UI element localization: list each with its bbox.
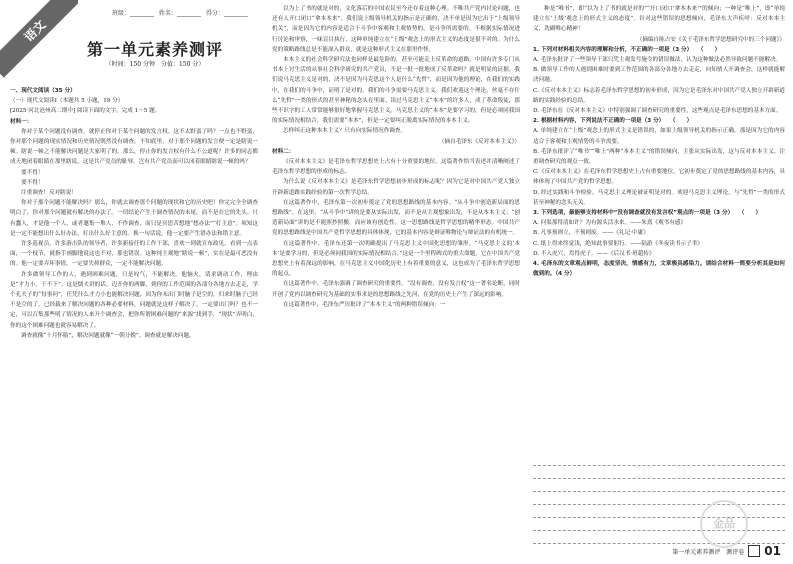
paragraph: 你对于某个问题没有调查，就停止你对于某个问题的发言权。这不太野蛮了吗？一点也不野蛮，你对那个问题的现实情况和历史情况既然没有调查，不知底里，对于那个问题的发言便一定是瞎说一顿。瞎说一顿之不能解决问题是大家明了的，那么，停止你的发言权有什么不公道呢？许多的同志都成天地闭着眼睛在那里瞎说，这是共产党员的耻辱。岂有共产党员而可以闭着眼睛瞎说一顿的吗？: [10, 128, 258, 166]
paragraph: 以为上了书的就是对的，文化落后的中国农民至今还存着这种心理。不唯共产党内讨论问题，也还有人开口闭口“拿本本来”。我们说上级领导机关的指示是正确的，决不单是因为它出于“上级领导机关”，而是因为它的内容是适合于斗争中客观和主观情势的，是斗争所需要的。不根据实际情况进行讨论和审察，一味盲目执行，这种单纯建立在“上级”观念上的形式主义的态度是很不对的。为什么党的策略路线总是不能深入群众，就是这种形式主义在那里作怪。: [272, 6, 520, 53]
paragraph: 在这篇著作中，毛泽东还第一次明确提出了马克思主义中国化思想的雏形。“马克思主义的‘本本’是要学习的，但是必须同我国的实际情况相结合。”这是一个里程碑式的重大命题，它在中国共产党思想史上有着深远的影响，在马克思主义中国化历史上有着重要的意义，这也成为了毛泽东哲学思想的起点。: [272, 240, 520, 278]
paragraph: C.《反对本本主义》标志着毛泽东哲学思想的初步形成，因为它是毛泽东对中国共产党人独立开辟新道路的实践经验的总结。: [533, 87, 785, 104]
answer-line[interactable]: [533, 495, 785, 505]
column-1: [10, 86, 258, 556]
paragraph: A. 问渠那得清如许？为有源头活水来。——朱熹《观书有感》: [533, 220, 687, 227]
paragraph: 怎样纠正这种本本主义？只有向实际情况作调查。: [283, 128, 407, 135]
paragraph: 种是“唯书”，即“以为上了书的就是对的”“开口闭口‘拿本本来’”的倾向；一种是“唯上”，即“单纯建立在‘上级’观念上的形式主义的态度”。针对这些错误的思想倾向，毛泽东大声疾呼：反对本本主义，洗刷唯心精神！: [533, 6, 785, 33]
paragraph: 《反对本本主义》是毛泽东哲学思想史上占有十分重要的地位。这篇著作恰当表述并清晰阐述了毛泽东哲学思想的形成的标志。: [272, 159, 520, 176]
paragraph: 许多巡视员，许多游击队的领导者，许多新接任的工作干部，喜欢一到就宣布政见，看到一点表面，一个枝节，就指手画脚地说这也不对，那也错误。这种纯主观地“瞎说一顿”，实在是最可恶没有的。他一定要弄坏事情，一定要失掉群众，一定不能解决问题。: [10, 241, 258, 268]
footer-text: 第一单元素养测评 测评卷: [672, 548, 745, 556]
student-info-line: 班级：________ 姓名：________ 得分：________: [112, 10, 248, 17]
paragraph: D. 经过实践和斗争检验，马克思主义理论被证明是对的。欢迎马克思主义理论，与“先哲”一类的形式甚至神秘的念头无关。: [533, 189, 785, 206]
paragraph: （摘自毛泽东《反对本本主义》）: [438, 138, 520, 145]
checkbox-icon: [748, 545, 760, 557]
paragraph: 4. 毛泽东的文章观点鲜明，态度坚决，情感有力，文章极具感染力。请结合材料一简要分析其是如何做到的。（4 分）: [533, 261, 785, 278]
paragraph: 2. 根据材料内容，下列说法不正确的一项是（3 分） （ ）: [533, 118, 693, 125]
answer-line[interactable]: [533, 482, 785, 492]
answer-line[interactable]: [533, 469, 785, 479]
answer-lines[interactable]: [533, 456, 785, 547]
paragraph: 要不得！: [21, 169, 44, 176]
paragraph: 调查就像“十月怀胎”，解决问题就像“一朝分娩”。调查就是解决问题。: [21, 332, 195, 339]
paragraph: 本本主义的社会科学研究法也同样是最危险的，甚至可能走上反革命的道路，中国有许多专门从书本上讨生活的从事社会科学研究的共产党员，不是一批一批地成了反革命吗？就是明显的证据。我们说马克思主义是对的，决不是因为马克思这个人是什么“先哲”，而是因为他的理论，在我们的实践中，在我们的斗争中，证明了是对的。我们的斗争需要马克思主义。我们欢迎这个理论，丝毫不存什么“先哲”一类的形式的甚至神秘的念头在里面。读过马克思主义“本本”的许多人，成了革命叛徒，那些不识字的工人常常能够很好地掌握马克思主义。马克思主义的“本本”是要学习的，但是必须同我国的实际情况相结合。我们需要“本本”，但是一定要纠正脱离实际情况的本本主义。: [272, 57, 520, 125]
page-number: 01: [764, 544, 781, 558]
paragraph: 注重调查！反对瞎说！: [21, 190, 77, 197]
answer-line[interactable]: [533, 508, 785, 518]
paragraph: 在这篇著作中，毛泽东强调了调查研究的重要性。“没有调查，没有发言权”这一著名论断，同时开创了党内以调查研究为基础的实事求是的思想路线之先河，在党的历史上产生了深远的影响。: [272, 281, 520, 298]
paragraph: [2025·河北沧州高二期中] 阅读下面的文字，完成 1～5 题。: [10, 108, 161, 115]
answer-line[interactable]: [533, 534, 785, 544]
paragraph: A. 单纯建立在“上级”观念上的形式主义是错误的，如果上级领导机关的指示正确，那是因为它的内容适合于客观和主观情势的斗争需要。: [533, 128, 785, 145]
paragraph: 在这篇著作中，毛泽东严厉批评了“本本主义”的两种错误倾向：一: [283, 301, 446, 308]
page-subtitle: （时间：150 分钟 分值：150 分）: [105, 61, 205, 68]
paragraph: C. 纸上得来终觉浅，绝知此事要躬行。——陆游《冬夜读书示子聿》: [533, 240, 703, 247]
paragraph: 要不得！: [21, 179, 44, 186]
paragraph: 你对于那个问题不能解决吗？那么，你就去调查那个问题的现状和它的历史吧！你完完全全调查明白了，你对那个问题就有解决的办法了。一切结论产生于调查情况的末尾，而不是在它的先头。只有蠢人，才是他一个人，或者邀集一堆人，不作调查，而只是冥思苦想地“想办法”“打主意”。须知这是一定不能想出什么好办法，打出什么好主意的。换一句话说，他一定要产生错办法和错主意。: [10, 200, 258, 237]
column-3: [533, 4, 785, 464]
watermark-stamp: 金品: [700, 500, 748, 548]
paragraph: 在这篇著作中，毛泽东第一次初步奠定了党的思想路线的基本内容。“从斗争中创造新局面的思想路线”。在这里，“从斗争中”讲的是要从实际出发，而不是从主观想象出发，不是从本本主义；“创造新局面”讲的是不能照抄照搬，而应该有创造性。这一思想路线是哲学思想的精华形态。中国共产党的思想路线是中国共产党哲学思想的具体体现，它的基本内容是辩证唯物论与辩证法的有机统一。: [272, 199, 520, 237]
answer-line[interactable]: [533, 456, 785, 466]
subject-label: 语文: [0, 0, 78, 78]
paragraph: B. 毛泽东批评了“唯书”“唯上”两种“本本主义”的错误倾向，主张从实际出发，这与反对本本主义、注重调查研究的观点一致。: [533, 148, 785, 166]
page-footer: [672, 544, 781, 558]
paragraph: B. 做领导工作的人遇到困难时要到工作范围的各部分各地方去走走，向知情人开调查会，这样就能解决问题。: [533, 67, 785, 84]
paragraph: A. 毛泽东批评了一些领导干部只凭主观发号施令的错误做法，认为这种做法必然导致问题不能解决。: [533, 57, 782, 64]
paragraph: 材料一：: [10, 118, 33, 125]
paragraph: 1. 下列对材料相关内容的理解和分析，不正确的一项是（3 分） （ ）: [533, 46, 721, 53]
paragraph: 3. 下列选项，最能够支持材料中“没有调查就没有发言权”观点的一项是（3 分） （ ）: [533, 210, 762, 217]
paragraph: D. 毛泽东在《反对本本主义》中特别强调了调查研究的重要性，这些观点是毛泽东思想的基本方面。: [533, 108, 782, 115]
paragraph: B. 凡事预则立，不预则废。——《礼记·中庸》: [533, 230, 649, 237]
paragraph: D. 不入虎穴，焉得虎子。——《后汉书·班超传》: [533, 250, 655, 257]
page-title: 第一单元素养测评: [86, 40, 223, 59]
paragraph: （摘编自陈占安《关于毛泽东哲学思想研究中的三个问题》）: [636, 36, 785, 43]
paragraph: 许多做领导工作的人，遇到困难问题，只是叹气，不能解决。他恼火，请求调动工作，理由是“才力小，干不下”。这是懦夫讲的话。迈开你的两脚，到你的工作范围的各部分各地方去走走，学个孔夫子的“每事问”，任凭什么才力小也能解决问题，因为你未出门时脑子是空的，归来时脑子已经不是空的了，已经载来了解决问题的各种必要材料，问题就是这样子解决了。一定要出门吗？也不一定，可以召集那些明了情况的人来开个调查会，把你所谓困难问题的“来源”找到手，“现状”弄明白，你的这个困难问题也就容易解决了。: [10, 271, 258, 329]
paragraph: 材料二：: [272, 148, 295, 155]
paragraph: C.《反对本本主义》在毛泽东哲学思想史上占有重要地位，它初步奠定了党的思想路线的基本内容，具体体现了中国共产党的哲学思想。: [533, 169, 785, 186]
paragraph: 为什么说《反对本本主义》是毛泽东哲学思想初步形成的标志呢？因为它是对中国共产党人独立开辟新道路实践经验的第一次哲学总结。: [272, 179, 520, 196]
paragraph: 一、现代文阅读（35 分）: [10, 88, 76, 94]
column-2: [272, 4, 520, 560]
paragraph: （一）现代文阅读Ⅰ（本题共 5 小题，19 分）: [10, 98, 124, 105]
